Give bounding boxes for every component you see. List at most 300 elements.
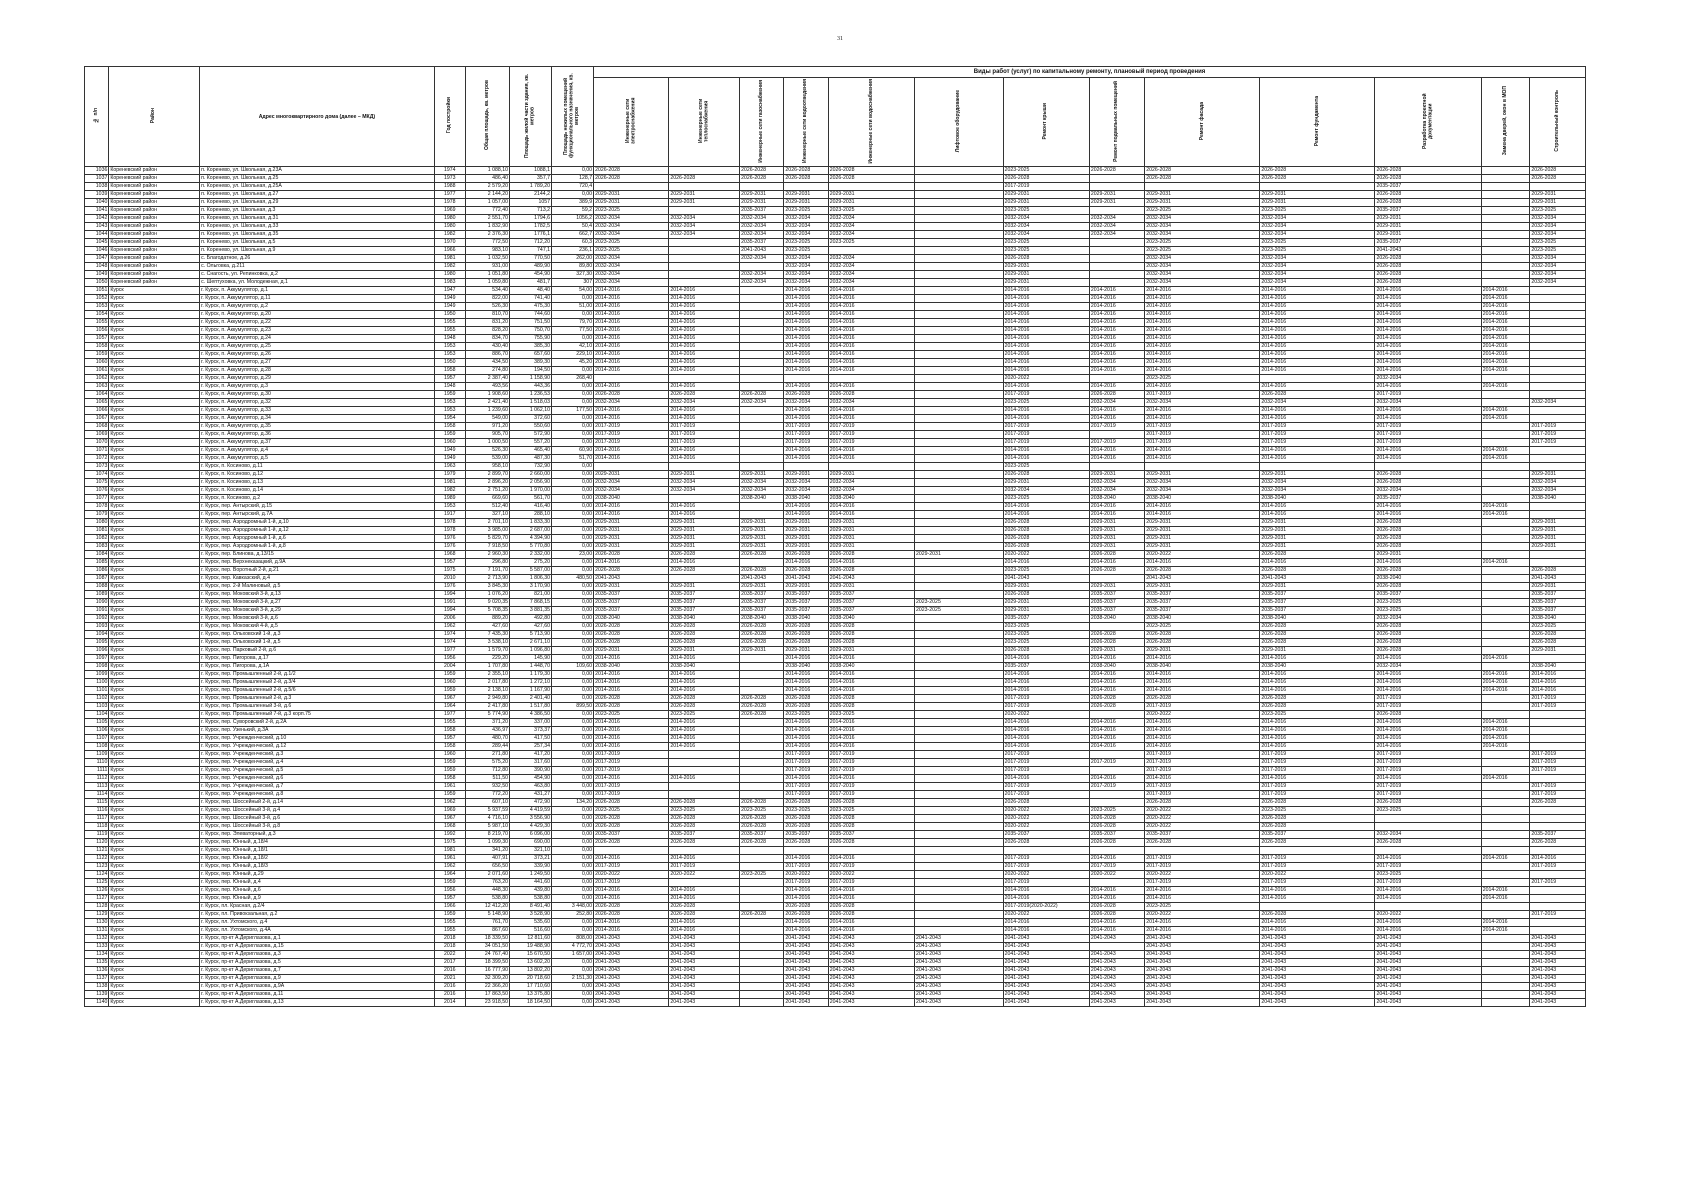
table-cell: 2020-2022 xyxy=(1003,823,1089,831)
table-row xyxy=(85,927,1586,935)
table-cell: Курск xyxy=(109,847,200,855)
table-cell xyxy=(1481,463,1530,471)
table-cell: 2014-2016 xyxy=(1481,327,1530,335)
table-cell: 2029-2031 xyxy=(828,647,914,655)
table-cell: 2017-2019 xyxy=(1530,431,1586,439)
table-cell: 2014-2016 xyxy=(1481,311,1530,319)
table-cell: 42,10 xyxy=(552,343,594,351)
table-cell: 2032-2034 xyxy=(784,271,828,279)
table-cell: 2014-2016 xyxy=(1260,775,1375,783)
table-cell: 9 020,35 xyxy=(465,599,509,607)
table-cell: 2023-2025 xyxy=(1145,239,1260,247)
table-cell: 2020-2022 xyxy=(1145,911,1260,919)
table-cell: Курск xyxy=(109,807,200,815)
table-cell: 24 767,40 xyxy=(465,951,509,959)
table-cell: 1953 xyxy=(434,503,465,511)
table-cell xyxy=(915,783,1004,791)
table-cell: 2014-2016 xyxy=(669,335,740,343)
table-cell: 3 881,35 xyxy=(509,607,551,615)
table-row xyxy=(85,407,1586,415)
table-cell: г. Курск, п. Косиново, д.12 xyxy=(200,471,435,479)
table-cell: 2 751,20 xyxy=(465,487,509,495)
table-cell: 2020-2022 xyxy=(1003,871,1089,879)
table-cell: 2035-2037 xyxy=(1530,607,1586,615)
table-cell: 2 713,90 xyxy=(465,575,509,583)
table-cell: 2026-2028 xyxy=(1089,815,1144,823)
table-cell: 2014-2016 xyxy=(594,303,669,311)
col-header-nonresidential-area: Площадь нежилых помещений функционального назначения, кв. метров xyxy=(552,67,594,167)
table-cell: 0,00 xyxy=(552,295,594,303)
table-cell: 2014-2016 xyxy=(828,727,914,735)
table-cell: 2014-2016 xyxy=(828,503,914,511)
table-cell: Курск xyxy=(109,631,200,639)
table-cell: 17 863,50 xyxy=(465,991,509,999)
table-cell: 2017-2019 xyxy=(1375,391,1481,399)
table-cell: 2020-2022 xyxy=(1375,911,1481,919)
table-cell xyxy=(740,943,784,951)
table-cell: 2026-2028 xyxy=(669,823,740,831)
table-cell: 2041-2043 xyxy=(1260,575,1375,583)
table-cell xyxy=(1481,439,1530,447)
table-cell xyxy=(740,791,784,799)
table-cell: 2041-2043 xyxy=(828,959,914,967)
table-cell: 0,00 xyxy=(552,615,594,623)
table-cell xyxy=(1089,799,1144,807)
table-cell: 1060 xyxy=(85,359,109,367)
table-cell: 2041-2043 xyxy=(1003,943,1089,951)
table-cell: 1 059,80 xyxy=(465,279,509,287)
table-row xyxy=(85,935,1586,943)
table-cell: 2017-2019 xyxy=(1375,439,1481,447)
table-cell xyxy=(740,879,784,887)
table-cell: 2038-2040 xyxy=(1530,495,1586,503)
table-cell: 828,20 xyxy=(465,327,509,335)
table-cell: 2026-2028 xyxy=(740,623,784,631)
table-cell: 2017-2019 xyxy=(1003,855,1089,863)
table-cell: 2029-2031 xyxy=(1260,519,1375,527)
table-cell xyxy=(1260,903,1375,911)
table-cell: 2032-2034 xyxy=(1089,399,1144,407)
table-cell: 417,20 xyxy=(509,751,551,759)
table-cell: Курск xyxy=(109,791,200,799)
table-cell: 2035-2037 xyxy=(784,607,828,615)
table-cell: 512,40 xyxy=(465,503,509,511)
table-cell xyxy=(1481,167,1530,175)
table-cell: 2016 xyxy=(434,983,465,991)
table-cell: 2029-2031 xyxy=(669,199,740,207)
table-cell: 2041-2043 xyxy=(1089,991,1144,999)
table-cell: 2014-2016 xyxy=(784,447,828,455)
table-cell: 712,20 xyxy=(509,239,551,247)
table-cell: 2014-2016 xyxy=(1375,335,1481,343)
table-cell xyxy=(1530,655,1586,663)
table-cell: 2014-2016 xyxy=(1481,855,1530,863)
table-cell xyxy=(1481,871,1530,879)
table-cell: 2023-2025 xyxy=(1003,639,1089,647)
table-row xyxy=(85,247,1586,255)
table-cell: 2041-2043 xyxy=(784,935,828,943)
table-cell: п. Коренево, ул. Школьная, д.25 xyxy=(200,175,435,183)
table-cell: 2014-2016 xyxy=(1089,311,1144,319)
table-cell: 2038-2040 xyxy=(1260,615,1375,623)
table-cell: 2014-2016 xyxy=(1089,735,1144,743)
table-cell: с. Снагость, ул. Репинковка, д.2 xyxy=(200,271,435,279)
table-cell: 1078 xyxy=(85,503,109,511)
table-cell: 2038-2040 xyxy=(1089,615,1144,623)
table-cell: 2035-2037 xyxy=(594,831,669,839)
table-cell: 2026-2028 xyxy=(669,623,740,631)
table-cell: 2014-2016 xyxy=(1003,287,1089,295)
table-cell: 1977 xyxy=(434,711,465,719)
table-cell: 2017-2019 xyxy=(1375,759,1481,767)
table-cell: 2014-2016 xyxy=(1003,919,1089,927)
table-cell: 0,00 xyxy=(552,423,594,431)
table-cell: 0,00 xyxy=(552,847,594,855)
table-cell xyxy=(594,463,669,471)
table-cell: Курск xyxy=(109,327,200,335)
table-cell: 2014-2016 xyxy=(784,343,828,351)
table-cell: 2026-2028 xyxy=(1145,695,1260,703)
table-cell: 662,7 xyxy=(552,231,594,239)
table-cell: 2041-2043 xyxy=(594,935,669,943)
table-cell: 2026-2028 xyxy=(1375,647,1481,655)
table-cell: 2014-2016 xyxy=(828,855,914,863)
table-cell: 2023-2025 xyxy=(1375,599,1481,607)
table-cell: 2014-2016 xyxy=(784,655,828,663)
table-cell: г. Курск, пр-кт А.Дериглазова, д.13 xyxy=(200,999,435,1007)
table-cell: 2041-2043 xyxy=(1089,999,1144,1007)
table-cell: 2014-2016 xyxy=(669,735,740,743)
table-cell: 2026-2028 xyxy=(1375,567,1481,575)
table-row xyxy=(85,695,1586,703)
table-cell: 1 518,03 xyxy=(509,399,551,407)
table-cell: 0,00 xyxy=(552,735,594,743)
table-cell: 2041-2043 xyxy=(669,991,740,999)
table-cell: 2026-2028 xyxy=(1530,175,1586,183)
table-cell: 89,80 xyxy=(552,263,594,271)
table-cell: 1957 xyxy=(434,559,465,567)
table-cell: 2026-2028 xyxy=(1260,623,1375,631)
table-cell: 2014-2016 xyxy=(1145,327,1260,335)
table-cell xyxy=(1481,703,1530,711)
table-cell xyxy=(828,183,914,191)
table-cell: 2014-2016 xyxy=(1089,511,1144,519)
table-cell xyxy=(740,559,784,567)
table-cell: 2029-2031 xyxy=(594,191,669,199)
table-cell: 2014-2016 xyxy=(1481,343,1530,351)
table-cell: 2038-2040 xyxy=(828,495,914,503)
table-cell: Курск xyxy=(109,927,200,935)
table-cell: 2020-2022 xyxy=(1089,871,1144,879)
table-cell: 487,30 xyxy=(509,455,551,463)
table-cell: 2026-2028 xyxy=(1530,639,1586,647)
table-cell: 1992 xyxy=(434,831,465,839)
table-cell: 2014-2016 xyxy=(784,335,828,343)
table-cell: 2038-2040 xyxy=(740,615,784,623)
table-cell: 2041-2043 xyxy=(915,951,1004,959)
table-cell: г. Курск, п. Аккумулятор, д.4 xyxy=(200,447,435,455)
table-cell: 2032-2034 xyxy=(1375,615,1481,623)
table-cell xyxy=(915,567,1004,575)
table-cell: Курск xyxy=(109,743,200,751)
table-cell: Курск xyxy=(109,543,200,551)
table-cell: 2038-2040 xyxy=(1089,495,1144,503)
table-cell xyxy=(740,991,784,999)
table-cell: 2026-2028 xyxy=(1375,167,1481,175)
table-cell: 1982 xyxy=(434,487,465,495)
table-cell: 0,00 xyxy=(552,887,594,895)
table-cell: 2041-2043 xyxy=(1530,991,1586,999)
table-cell: 1959 xyxy=(434,879,465,887)
table-cell: 2041-2043 xyxy=(828,999,914,1007)
table-cell xyxy=(740,375,784,383)
table-cell: 2026-2028 xyxy=(828,639,914,647)
table-cell: 2 376,30 xyxy=(465,231,509,239)
table-cell: 2014-2016 xyxy=(1260,407,1375,415)
table-cell: 2026-2028 xyxy=(784,815,828,823)
table-cell: 2023-2025 xyxy=(1530,207,1586,215)
table-cell: 2 071,60 xyxy=(465,871,509,879)
table-cell xyxy=(1089,207,1144,215)
table-cell: 2026-2028 xyxy=(1375,199,1481,207)
table-cell xyxy=(740,895,784,903)
table-cell xyxy=(915,351,1004,359)
table-row xyxy=(85,863,1586,871)
table-cell: г. Курск, пер. Промышленный 3-й, д.6 xyxy=(200,703,435,711)
table-cell: г. Курск, пер. Промышленный 7-й, д.3 корп.75 xyxy=(200,711,435,719)
table-cell: Курск xyxy=(109,455,200,463)
table-cell: 2020-2022 xyxy=(784,871,828,879)
table-cell: 1 179,30 xyxy=(509,671,551,679)
table-cell: 1082 xyxy=(85,535,109,543)
table-cell xyxy=(1145,183,1260,191)
table-cell: г. Курск, пр-кт А.Дериглазова, д.9 xyxy=(200,975,435,983)
table-cell: 0,00 xyxy=(552,711,594,719)
table-cell xyxy=(1481,527,1530,535)
table-cell xyxy=(915,679,1004,687)
table-row xyxy=(85,615,1586,623)
table-cell: 0,00 xyxy=(552,391,594,399)
table-cell: 2026-2028 xyxy=(1375,839,1481,847)
table-cell: 0,00 xyxy=(552,399,594,407)
table-cell: 2023-2025 xyxy=(828,207,914,215)
table-cell: 2014-2016 xyxy=(1145,415,1260,423)
table-cell: Кореневский район xyxy=(109,239,200,247)
table-cell: 2017-2019 xyxy=(594,759,669,767)
table-cell: 2014-2016 xyxy=(828,559,914,567)
table-cell: 2041-2043 xyxy=(1530,959,1586,967)
table-cell: 2035-2037 xyxy=(669,607,740,615)
table-cell: 1130 xyxy=(85,919,109,927)
table-cell: 2029-2031 xyxy=(1145,471,1260,479)
table-row xyxy=(85,319,1586,327)
table-row xyxy=(85,215,1586,223)
table-cell xyxy=(1375,847,1481,855)
table-cell: г. Курск, п. Аккумулятор, д.34 xyxy=(200,415,435,423)
table-cell: 2 421,40 xyxy=(465,399,509,407)
table-cell: 2014-2016 xyxy=(1260,679,1375,687)
table-cell xyxy=(669,207,740,215)
table-row xyxy=(85,703,1586,711)
table-cell: 1095 xyxy=(85,639,109,647)
table-cell: г. Курск, п. Аккумулятор, д.29 xyxy=(200,375,435,383)
table-cell: 252,80 xyxy=(552,911,594,919)
table-cell xyxy=(915,407,1004,415)
table-cell: 2014-2016 xyxy=(1260,735,1375,743)
table-cell: 2017-2019 xyxy=(1145,855,1260,863)
table-cell: 2014-2016 xyxy=(669,727,740,735)
table-cell xyxy=(740,975,784,983)
table-cell xyxy=(740,775,784,783)
table-cell xyxy=(915,455,1004,463)
table-cell: 2014-2016 xyxy=(1375,743,1481,751)
table-cell: 0,00 xyxy=(552,559,594,567)
table-cell: Курск xyxy=(109,575,200,583)
table-cell: Курск xyxy=(109,623,200,631)
table-cell: 1073 xyxy=(85,463,109,471)
table-cell: 2032-2034 xyxy=(740,223,784,231)
table-cell: 1953 xyxy=(434,351,465,359)
table-cell: 2014-2016 xyxy=(1375,679,1481,687)
table-cell: 1 099,30 xyxy=(465,839,509,847)
table-cell: 2014-2016 xyxy=(594,775,669,783)
table-cell: 1 167,90 xyxy=(509,687,551,695)
table-cell: 1100 xyxy=(85,679,109,687)
table-cell: 2014-2016 xyxy=(784,719,828,727)
table-cell: 2029-2031 xyxy=(1260,535,1375,543)
table-cell xyxy=(915,791,1004,799)
table-cell: Курск xyxy=(109,463,200,471)
table-cell xyxy=(828,463,914,471)
table-cell xyxy=(669,463,740,471)
table-cell: 657,60 xyxy=(509,351,551,359)
table-cell xyxy=(915,719,1004,727)
table-cell: 2014-2016 xyxy=(1145,351,1260,359)
table-cell xyxy=(1260,375,1375,383)
table-cell: г. Курск, пер. Антырский, д.7А xyxy=(200,511,435,519)
table-cell: 5 148,90 xyxy=(465,911,509,919)
table-cell: 489,90 xyxy=(509,263,551,271)
table-cell xyxy=(915,183,1004,191)
table-row xyxy=(85,431,1586,439)
table-cell: 1098 xyxy=(85,663,109,671)
table-cell xyxy=(915,447,1004,455)
table-cell: 2017-2019 xyxy=(594,439,669,447)
table-cell: 0,00 xyxy=(552,519,594,527)
table-cell: 1 051,80 xyxy=(465,271,509,279)
table-cell xyxy=(740,439,784,447)
table-cell: 1057 xyxy=(509,199,551,207)
table-cell: Курск xyxy=(109,559,200,567)
table-cell: 2026-2028 xyxy=(784,799,828,807)
table-cell: 2014-2016 xyxy=(1089,743,1144,751)
table-cell xyxy=(915,391,1004,399)
table-cell: 690,00 xyxy=(509,839,551,847)
table-cell xyxy=(740,927,784,935)
table-cell: 2014-2016 xyxy=(669,687,740,695)
table-cell: 2026-2028 xyxy=(1145,631,1260,639)
table-cell: 2 017,80 xyxy=(465,679,509,687)
table-cell: 0,00 xyxy=(552,607,594,615)
table-row xyxy=(85,575,1586,583)
table-row xyxy=(85,711,1586,719)
table-cell: 822,00 xyxy=(465,295,509,303)
table-cell xyxy=(740,967,784,975)
table-cell: 2026-2028 xyxy=(828,839,914,847)
col-header-design-docs: Разработка проектной документации xyxy=(1375,78,1481,167)
table-row xyxy=(85,503,1586,511)
table-cell: 2017-2019 xyxy=(594,423,669,431)
table-cell: 1955 xyxy=(434,719,465,727)
table-cell: 2018 xyxy=(434,935,465,943)
table-cell: 2026-2028 xyxy=(1530,799,1586,807)
table-cell: 2032-2034 xyxy=(1260,399,1375,407)
table-cell: 2014-2016 xyxy=(1003,655,1089,663)
table-cell: 2014-2016 xyxy=(1003,687,1089,695)
table-cell: 2029-2031 xyxy=(1530,199,1586,207)
table-cell: п. Коренево, ул. Школьная, д.5 xyxy=(200,239,435,247)
table-cell: 0,00 xyxy=(552,367,594,375)
table-cell: 1104 xyxy=(85,711,109,719)
table-cell xyxy=(1530,303,1586,311)
table-cell: 372,60 xyxy=(509,415,551,423)
table-cell: 2017-2019 xyxy=(1375,791,1481,799)
table-cell: 2014-2016 xyxy=(594,503,669,511)
table-cell: 2014-2016 xyxy=(1260,887,1375,895)
table-cell: 2014-2016 xyxy=(1145,775,1260,783)
table-cell: 1964 xyxy=(434,703,465,711)
table-cell: 229,20 xyxy=(465,655,509,663)
table-cell: г. Курск, п. Косиново, д.11 xyxy=(200,463,435,471)
table-cell: Курск xyxy=(109,607,200,615)
table-cell: 2035-2037 xyxy=(1375,239,1481,247)
table-row xyxy=(85,471,1586,479)
table-cell: 1108 xyxy=(85,743,109,751)
table-cell xyxy=(740,783,784,791)
table-cell: 1976 xyxy=(434,543,465,551)
table-cell: 1106 xyxy=(85,727,109,735)
table-cell: 1084 xyxy=(85,551,109,559)
table-row xyxy=(85,911,1586,919)
table-cell: 2014-2016 xyxy=(1481,727,1530,735)
table-cell: 1950 xyxy=(434,311,465,319)
table-cell xyxy=(1481,767,1530,775)
table-cell: 2026-2028 xyxy=(594,623,669,631)
table-row xyxy=(85,327,1586,335)
table-cell: 2026-2028 xyxy=(594,799,669,807)
table-cell xyxy=(1481,575,1530,583)
table-cell xyxy=(1530,551,1586,559)
table-cell xyxy=(1481,199,1530,207)
table-cell: Курск xyxy=(109,663,200,671)
table-cell: 1092 xyxy=(85,615,109,623)
table-cell: 1128 xyxy=(85,903,109,911)
table-cell: г. Курск, пер. Моковский 3-й, д.29 xyxy=(200,607,435,615)
table-cell: 2023-2025 xyxy=(1375,871,1481,879)
table-cell xyxy=(784,463,828,471)
table-row xyxy=(85,895,1586,903)
table-cell: 1983 xyxy=(434,279,465,287)
table-cell: г. Курск, пер. Юнный, д.18/4 xyxy=(200,839,435,847)
table-cell: г. Курск, пер. Суворовский 2-й, д.2А xyxy=(200,719,435,727)
table-cell: 2014-2016 xyxy=(828,447,914,455)
table-cell xyxy=(915,423,1004,431)
table-cell: 2026-2028 xyxy=(1003,543,1089,551)
table-cell xyxy=(1530,407,1586,415)
table-cell: 2041-2043 xyxy=(784,967,828,975)
table-cell: 2026-2028 xyxy=(1089,567,1144,575)
table-cell: 2010 xyxy=(434,575,465,583)
